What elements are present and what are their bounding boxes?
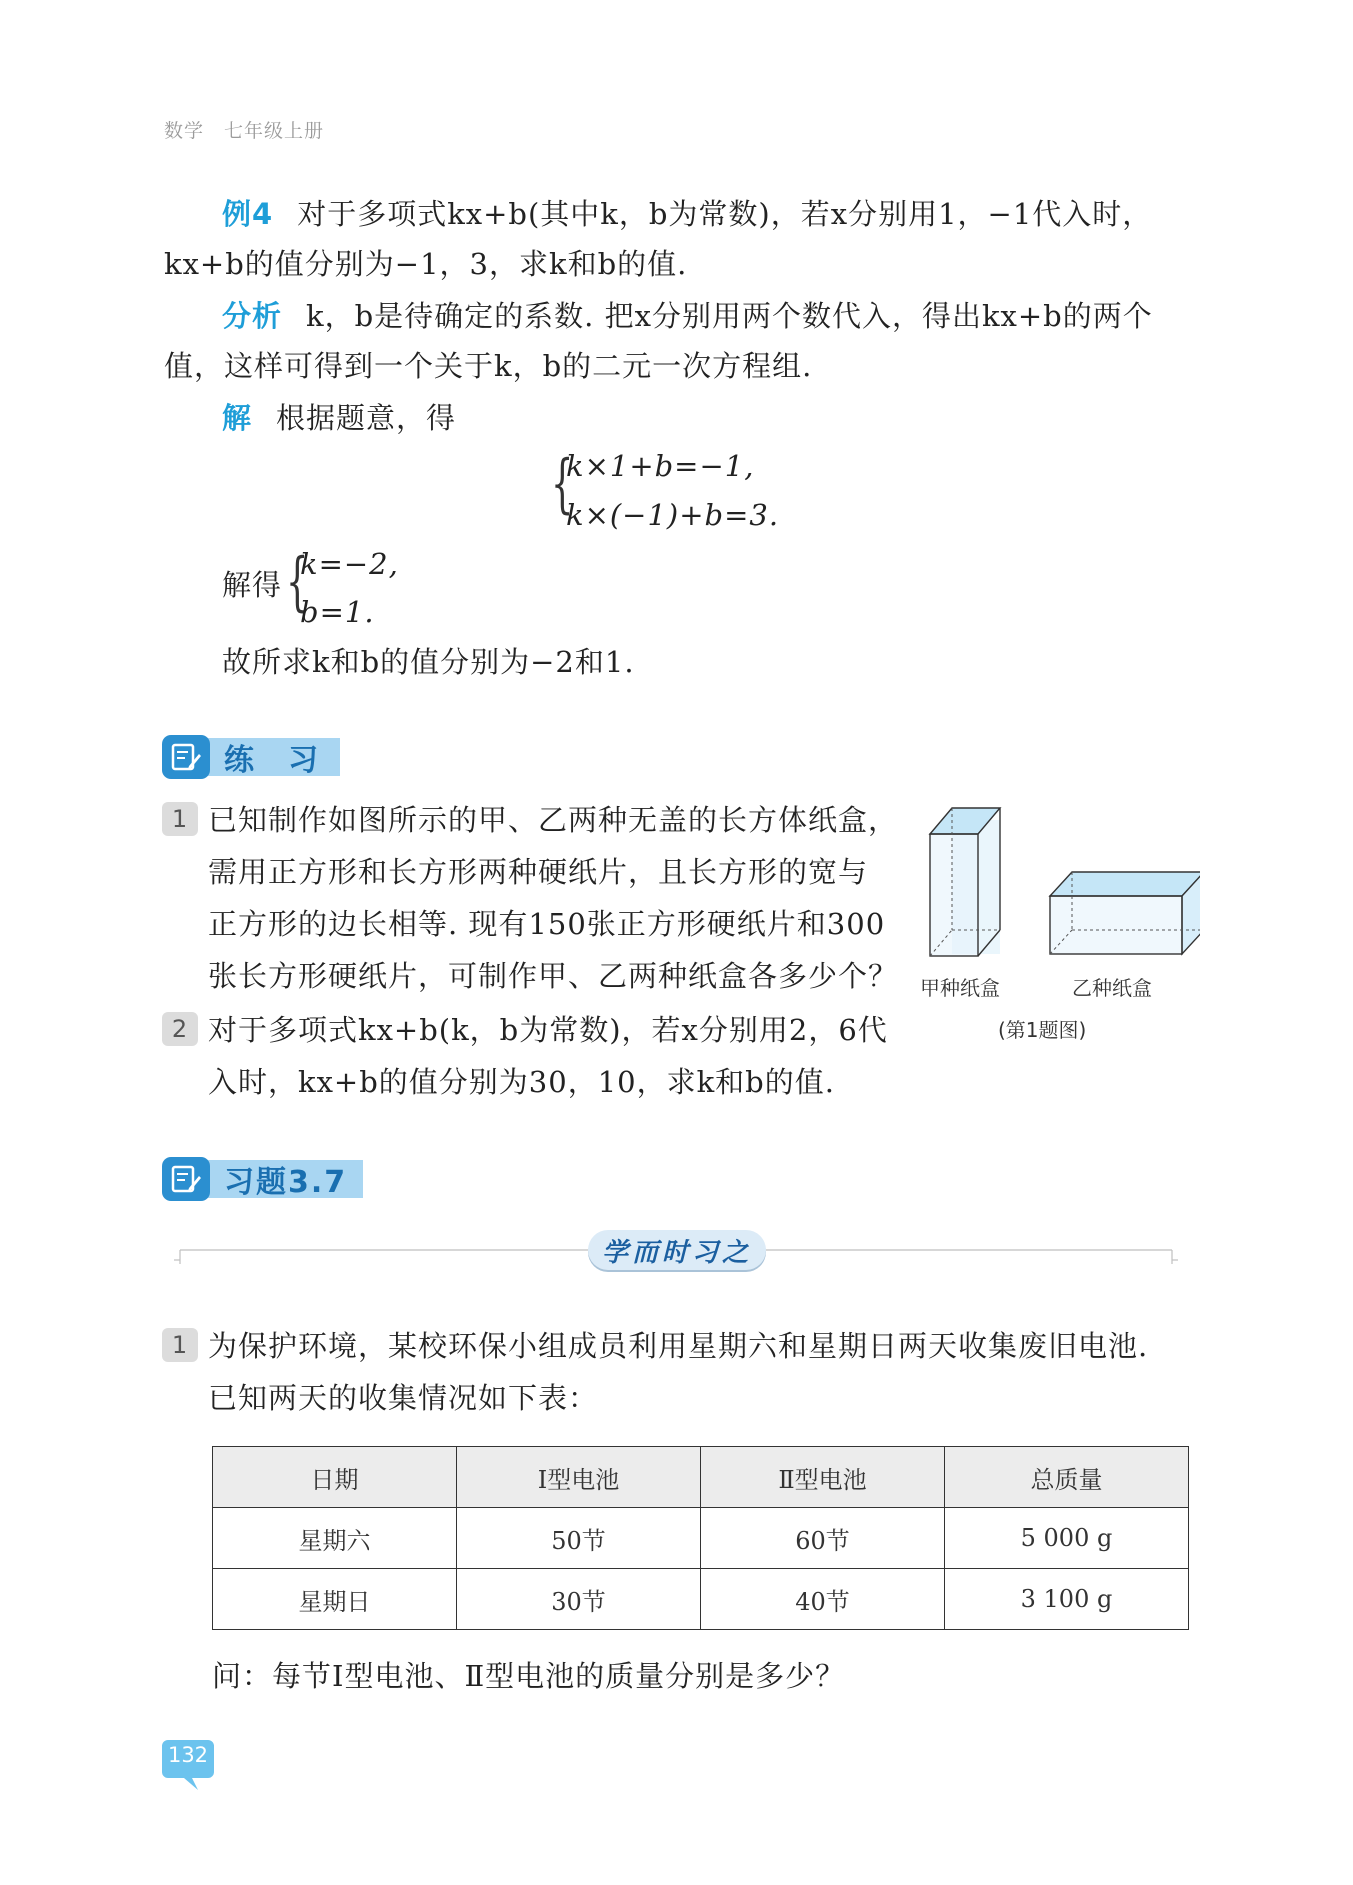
practice-q2-number: 2	[162, 1012, 198, 1046]
page-number-badge	[162, 1736, 214, 1786]
analysis-text-1: k，b是待确定的系数. 把x分别用两个数代入，得出kx+b的两个	[306, 299, 1153, 333]
box-a-drawing	[930, 808, 1000, 956]
solution-line	[222, 400, 456, 436]
example-label: 例4	[222, 197, 274, 231]
analysis-line-1	[222, 298, 1153, 334]
solution-intro: 根据题意，得	[276, 401, 457, 435]
system-brace: {	[551, 447, 574, 521]
practice-q1-line-3: 正方形的边长相等. 现有150张正方形硬纸片和300	[208, 907, 886, 941]
equation-1: k×1+b=−1,	[566, 449, 755, 483]
banner-label: 学而时习之	[588, 1230, 766, 1270]
figure-caption: (第1题图)	[998, 1018, 1087, 1042]
table-header-row	[213, 1447, 1189, 1508]
exercise-header	[162, 1156, 363, 1202]
solution-label: 解	[222, 401, 253, 435]
pencil-note-icon	[162, 1157, 210, 1201]
table-cell: 60节	[701, 1508, 945, 1569]
pencil-note-icon	[162, 735, 210, 779]
exercise-q1-line-2: 已知两天的收集情况如下表：	[208, 1381, 599, 1415]
boxes-figure	[920, 800, 1200, 970]
practice-q2-line-1: 对于多项式kx+b(k，b为常数)，若x分别用2，6代	[208, 1013, 888, 1047]
table-row	[213, 1569, 1189, 1630]
box-b-drawing	[1050, 872, 1200, 954]
solved-label: 解得	[222, 568, 283, 602]
practice-q2	[162, 1012, 888, 1108]
practice-q2-line-2: 入时，kx+b的值分别为30，10，求k和b的值.	[208, 1065, 835, 1099]
analysis-label: 分析	[222, 299, 283, 333]
page-number: 132	[167, 1743, 209, 1767]
exercise-q1-question: 问：每节Ⅰ型电池、Ⅱ型电池的质量分别是多少？	[212, 1659, 846, 1693]
practice-q1-line-1: 已知制作如图所示的甲、乙两种无盖的长方体纸盒，	[208, 803, 899, 837]
table-cell: 3 100 g	[945, 1569, 1189, 1630]
box-a-label: 甲种纸盒	[920, 976, 1000, 1000]
example-line-1	[222, 196, 1152, 232]
table-cell: 星期日	[213, 1569, 457, 1630]
practice-title: 练 习	[202, 738, 340, 776]
table-header-cell: 总质量	[945, 1447, 1189, 1508]
header-grade: 七年级上册	[224, 120, 325, 142]
table-header-cell: Ⅱ型电池	[701, 1447, 945, 1508]
table-header-cell: Ⅰ型电池	[457, 1447, 701, 1508]
conclusion: 故所求k和b的值分别为−2和1.	[222, 645, 635, 679]
practice-q1-number: 1	[162, 802, 198, 836]
example-line-2: kx+b的值分别为−1，3，求k和b的值.	[164, 247, 688, 281]
table-cell: 40节	[701, 1569, 945, 1630]
result-2: b=1.	[300, 595, 375, 629]
result-brace: {	[286, 545, 309, 619]
practice-q1-line-4: 张长方形硬纸片，可制作甲、乙两种纸盒各多少个？	[208, 959, 899, 993]
exercise-title: 习题3.7	[202, 1160, 363, 1198]
practice-header	[162, 734, 340, 780]
table-row	[213, 1508, 1189, 1569]
table-cell: 星期六	[213, 1508, 457, 1569]
battery-table	[212, 1446, 1189, 1630]
analysis-line-2: 值，这样可得到一个关于k，b的二元一次方程组.	[164, 349, 813, 383]
practice-q1	[162, 802, 898, 1002]
result-1: k=−2,	[300, 547, 399, 581]
exercise-q1	[162, 1328, 1148, 1424]
table-cell: 50节	[457, 1508, 701, 1569]
practice-q1-line-2: 需用正方形和长方形两种硬纸片，且长方形的宽与	[208, 855, 869, 889]
exercise-q1-line-1: 为保护环境，某校环保小组成员利用星期六和星期日两天收集废旧电池.	[208, 1329, 1149, 1363]
running-header	[164, 116, 324, 143]
table-cell: 30节	[457, 1569, 701, 1630]
exercise-q1-number: 1	[162, 1328, 198, 1362]
header-subject: 数学	[164, 120, 205, 142]
equation-2: k×(−1)+b=3.	[566, 498, 780, 532]
table-header-cell: 日期	[213, 1447, 457, 1508]
box-b-label: 乙种纸盒	[1072, 976, 1152, 1000]
example-text-1: 对于多项式kx+b(其中k，b为常数)，若x分别用1，−1代入时，	[297, 197, 1153, 231]
table-cell: 5 000 g	[945, 1508, 1189, 1569]
